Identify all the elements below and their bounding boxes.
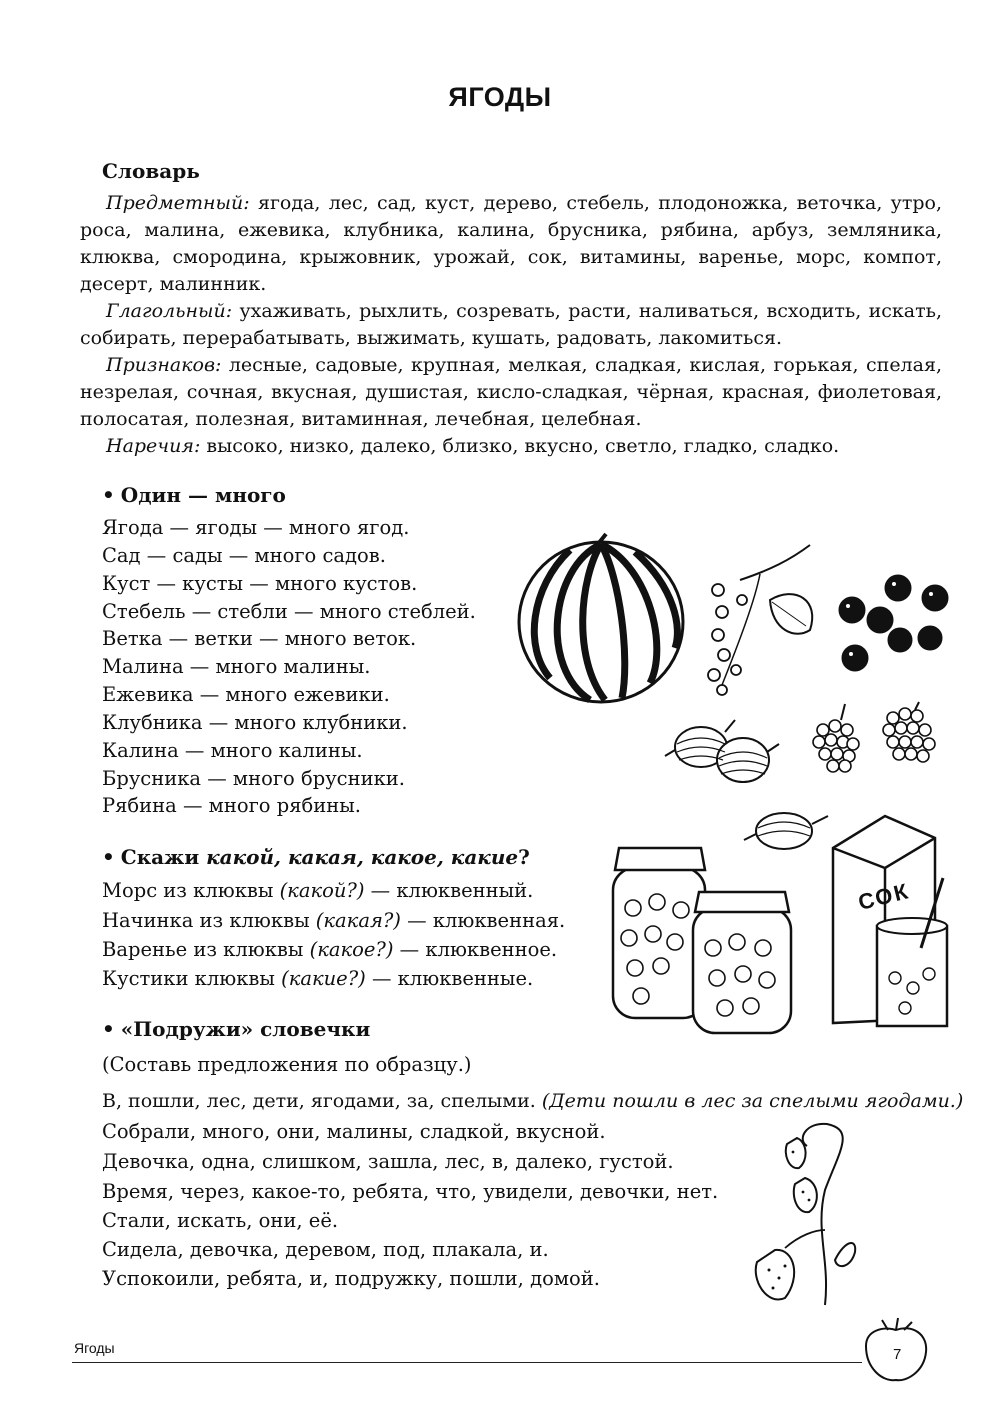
vocab-adjectives <box>80 352 942 433</box>
say-which-line: Кустики клюквы (какие?) — клюквенные. <box>102 967 534 990</box>
raspberry-illustration <box>805 700 950 780</box>
one-many-line: Малина — много малины. <box>102 655 371 678</box>
blackcurrant-illustration <box>830 570 955 680</box>
page-title: ЯГОДЫ <box>448 82 552 112</box>
vocab-adj-label: Признаков: <box>106 354 222 376</box>
watermelon-illustration <box>510 528 692 708</box>
strawberry-plant-illustration <box>745 1120 860 1310</box>
jam-jars-illustration <box>605 838 810 1038</box>
one-many-title: Один — много <box>120 483 286 507</box>
gooseberry-illustration <box>663 712 783 792</box>
page-number: 7 <box>893 1346 902 1363</box>
one-many-line: Калина — много калины. <box>102 739 363 762</box>
juice-label: СОК <box>855 878 913 915</box>
vocab-subject-text: ягода, лес, сад, куст, дерево, стебель, плодоножка, веточка, утро, роса, малина, ежевика, клубника, калина, брусника, рябина, арбуз, земляника, клюква, смородина, крыжовник, урожай, сок, витамины, варенье, морс, компот, десерт, малинник. <box>80 192 942 295</box>
vocab-adverbs <box>80 433 942 460</box>
one-many-line: Сад — сады — много садов. <box>102 544 386 567</box>
friends-line: Стали, искать, они, её. <box>102 1209 339 1232</box>
vocab-verb-text: ухаживать, рыхлить, созревать, расти, наливаться, всходить, искать, собирать, перерабатывать, выжимать, кушать, радовать, лакомиться. <box>80 300 942 349</box>
currant-branch-illustration <box>700 540 830 700</box>
juice-carton-illustration <box>825 808 960 1038</box>
vocab-adv-label: Наречия: <box>106 435 201 457</box>
friends-line: Девочка, одна, слишком, зашла, лес, в, далеко, густой. <box>102 1150 674 1173</box>
friends-heading: • «Подружи» словечки <box>102 1017 371 1041</box>
one-many-line: Ежевика — много ежевики. <box>102 683 390 706</box>
vocab-verb-label: Глагольный: <box>106 300 233 322</box>
friends-line: Собрали, много, они, малины, сладкой, вкусной. <box>102 1120 606 1143</box>
vocab-verbs <box>80 298 942 352</box>
friends-line: Время, через, какое-то, ребята, что, увидели, девочки, нет. <box>102 1180 719 1203</box>
friends-line: Успокоили, ребята, и, подружку, пошли, домой. <box>102 1267 600 1290</box>
friends-title: «Подружи» словечки <box>120 1017 371 1041</box>
friends-example: В, пошли, лес, дети, ягодами, за, спелыми. (Дети пошли в лес за спелыми ягодами.) <box>102 1090 964 1112</box>
one-many-heading: • Один — много <box>102 483 286 507</box>
say-which-heading: • Скажи какой, какая, какое, какие? <box>102 845 530 869</box>
one-many-line: Ветка — ветки — много веток. <box>102 627 417 650</box>
vocab-adj-text: лесные, садовые, крупная, мелкая, сладкая, кислая, горькая, спелая, незрелая, сочная, вкусная, душистая, кисло-сладкая, чёрная, красная, фиолетовая, полосатая, полезная, витаминная, лечебная, целебная. <box>80 354 942 430</box>
vocab-heading: Словарь <box>102 159 200 183</box>
vocab-adv-text: высоко, низко, далеко, близко, вкусно, светло, гладко, сладко. <box>200 435 840 457</box>
say-which-title-c: ? <box>518 845 530 869</box>
vocab-subject <box>80 190 942 298</box>
say-which-line: Варенье из клюквы (какое?) — клюквенное. <box>102 938 558 961</box>
say-which-line: Морс из клюквы (какой?) — клюквенный. <box>102 879 534 902</box>
friends-instruction: (Составь предложения по образцу.) <box>102 1053 472 1076</box>
say-which-title-a: Скажи <box>120 845 207 869</box>
one-many-line: Рябина — много рябины. <box>102 794 361 817</box>
vocab-subject-label: Предметный: <box>106 192 250 214</box>
one-many-line: Стебель — стебли — много стеблей. <box>102 600 476 623</box>
footer-rule <box>72 1362 862 1363</box>
footer-section-label: Ягоды <box>74 1340 115 1356</box>
friends-line: Сидела, девочка, деревом, под, плакала, и. <box>102 1238 549 1261</box>
one-many-line: Ягода — ягоды — много ягод. <box>102 516 410 539</box>
one-many-line: Куст — кусты — много кустов. <box>102 572 418 595</box>
say-which-title-b: какой, какая, какое, какие <box>206 845 519 869</box>
one-many-line: Брусника — много брусники. <box>102 767 405 790</box>
say-which-line: Начинка из клюквы (какая?) — клюквенная. <box>102 909 566 932</box>
one-many-line: Клубника — много клубники. <box>102 711 408 734</box>
